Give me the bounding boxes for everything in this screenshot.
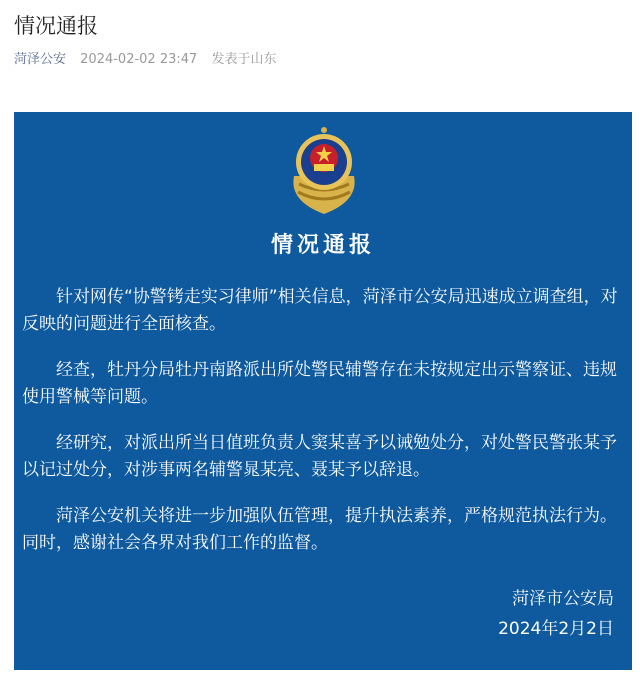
- notice-paragraph: 经研究，对派出所当日值班负责人窦某喜予以诫勉处分，对处警民警张某予以记过处分，对涉事两名辅警晁某亮、聂某予以辞退。: [22, 433, 617, 480]
- police-emblem-icon: [284, 126, 364, 216]
- notice-paragraph: 经查，牡丹分局牡丹南路派出所处警民辅警存在未按规定出示警察证、违规使用警械等问题。: [22, 360, 617, 407]
- notice-image: [14, 112, 632, 670]
- author-link[interactable]: 菏泽公安: [14, 52, 67, 67]
- publish-time: 2024-02-02 23:47: [80, 52, 198, 67]
- article-title: 情况通报: [14, 14, 98, 38]
- notice-heading: 情况通报: [270, 233, 375, 258]
- publish-location: 发表于山东: [211, 52, 277, 67]
- notice-body: [22, 284, 618, 576]
- notice-paragraph: 菏泽公安机关将进一步加强队伍管理，提升执法素养，严格规范执法行为。同时，感谢社会各界对我们工作的监督。: [22, 506, 617, 553]
- notice-paragraph: 针对网传“协警铐走实习律师”相关信息，菏泽市公安局迅速成立调查组，对反映的问题进行全面核查。: [22, 287, 618, 334]
- notice-date: 2024年2月2日: [498, 619, 614, 639]
- notice-signature: 菏泽市公安局: [512, 589, 614, 609]
- article-meta: [14, 48, 276, 67]
- notice-signature-block: [498, 584, 614, 644]
